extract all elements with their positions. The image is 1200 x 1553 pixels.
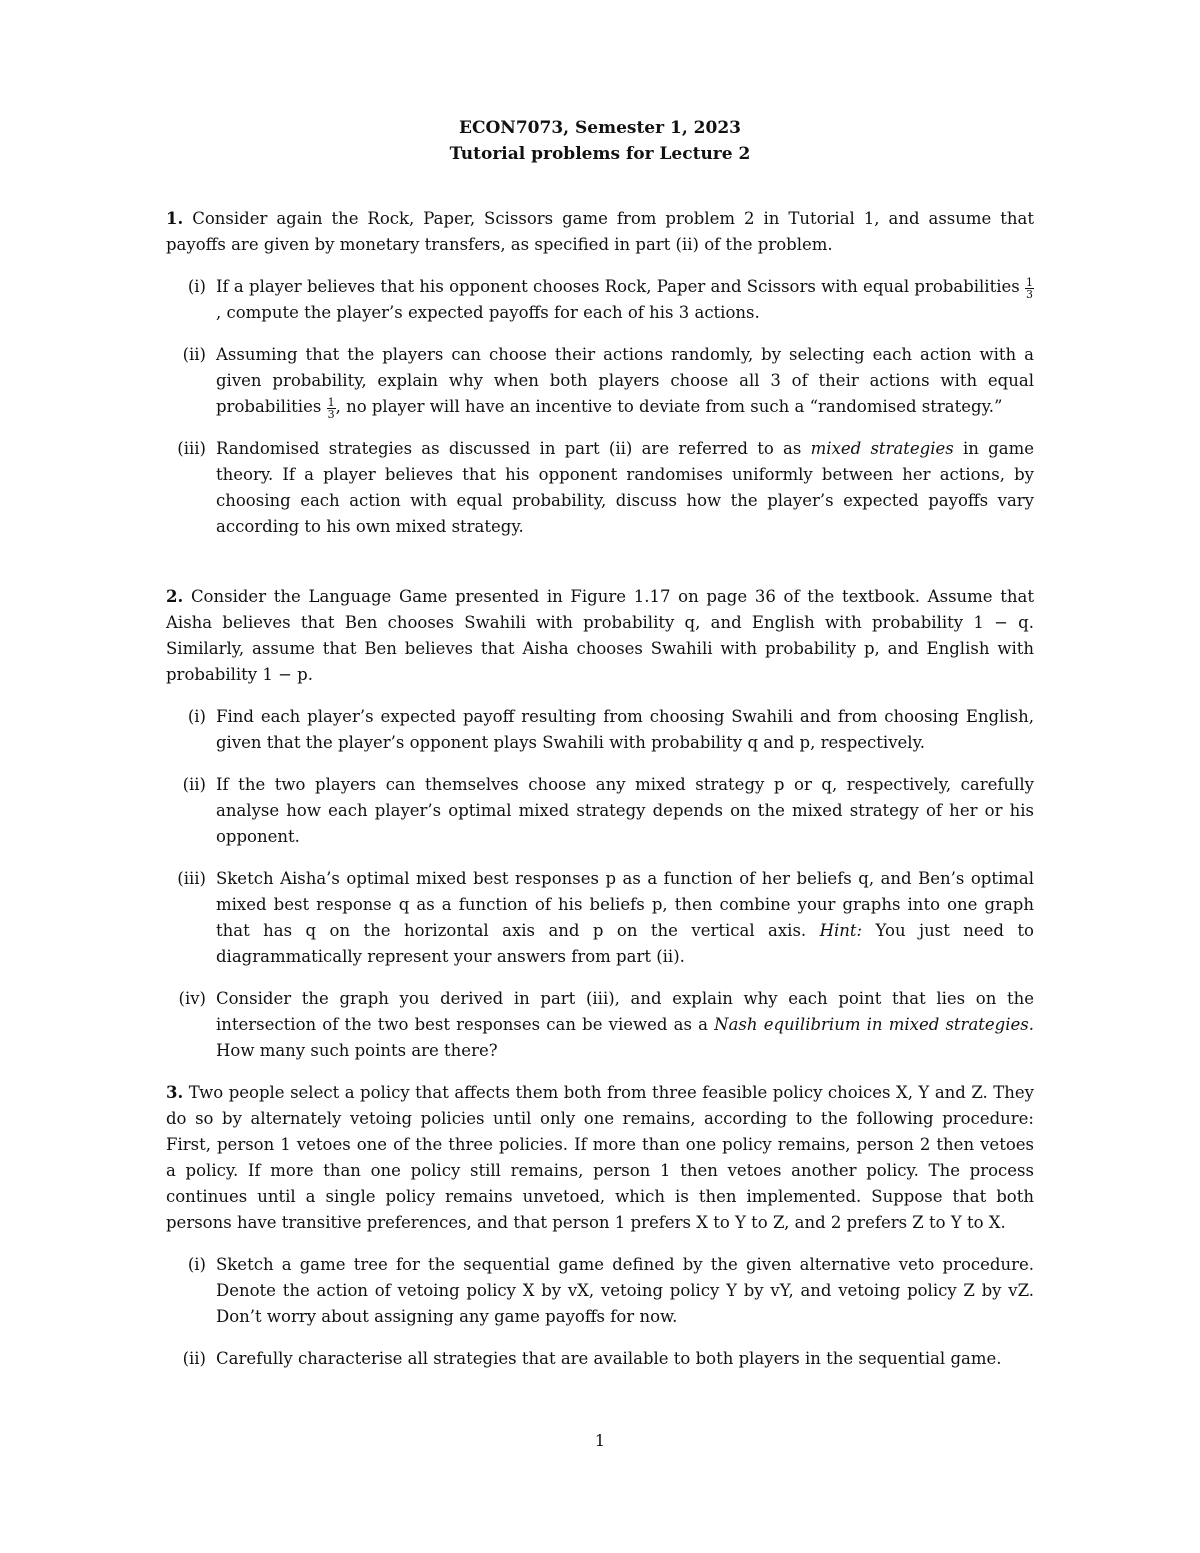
part-label: (ii)	[182, 345, 206, 365]
problem-1-parts	[166, 274, 1034, 540]
part-text: Assuming that the players can choose their actions randomly, by selecting each action with a given probability, explain why when both players choose all 3 of their actions with equal probabilities	[216, 345, 1034, 417]
part-label: (i)	[187, 277, 206, 296]
problem-3	[166, 1080, 1034, 1372]
part-label: (iii)	[177, 869, 206, 888]
part-iv	[166, 986, 1034, 1064]
fraction-one-third: $\frac{1}{3}$	[1026, 276, 1033, 302]
problem-text: Consider again the Rock, Paper, Scissors game from problem 2 in Tutorial 1, and assume that payoffs are given by monetary transfers, as specified in part (ii) of the problem.	[166, 209, 1034, 254]
part-label: (iv)	[178, 989, 206, 1008]
part-text: Sketch Aisha’s optimal mixed best responses p as a function of her beliefs q, and Ben’s optimal mixed best response q as a function of his beliefs p, then combine your graphs into one graph that has q on the horizontal axis and p on the vertical axis.	[216, 869, 1034, 940]
part-text: Carefully characterise all strategies that are available to both players in the sequential game.	[216, 1349, 1002, 1368]
emphasis-text: mixed strategies	[810, 439, 954, 459]
part-iii	[166, 866, 1034, 970]
document-title: ECON7073, Semester 1, 2023	[459, 118, 741, 138]
part-label: (i)	[187, 1255, 206, 1274]
part-text: , no player will have an incentive to deviate from such a “randomised strategy.”	[335, 397, 1003, 417]
emphasis-text: Hint:	[819, 921, 863, 940]
part-text: If a player believes that his opponent chooses Rock, Paper and Scissors with equal probabilities	[216, 277, 1020, 296]
problem-number: 2.	[166, 587, 184, 606]
problem-text: Two people select a policy that affects them both from three feasible policy choices X, Y and Z. They do so by alternately vetoing policies until only one remains, according to the following procedure: First, person 1 vetoes one of the three policies. If more than one policy remains, person 2 then vetoes a policy. If more than one policy still remains, person 1 then vetoes another policy. The process continues until a single policy remains unvetoed, which is then implemented. Suppose that both persons have transitive preferences, and that person 1 prefers X to Y to Z, and 2 prefers Z to Y to X.	[166, 1083, 1034, 1232]
part-ii	[166, 772, 1034, 850]
part-text: How many such points are there?	[216, 1041, 498, 1060]
problem-3-intro	[166, 1080, 1034, 1236]
part-iii	[166, 436, 1034, 540]
problem-2-intro	[166, 584, 1034, 688]
part-ii	[166, 1346, 1034, 1372]
page-number: 1	[594, 1431, 606, 1450]
problem-1	[166, 206, 1034, 540]
part-text: Randomised strategies as discussed in part (ii) are referred to as	[216, 439, 802, 459]
problem-1-intro	[166, 206, 1034, 258]
part-label: (i)	[187, 707, 206, 726]
problem-number: 3.	[166, 1083, 184, 1102]
document-subtitle: Tutorial problems for Lecture 2	[449, 144, 751, 164]
part-text: If the two players can themselves choose any mixed strategy p or q, respectively, carefully analyse how each player’s optimal mixed strategy depends on the mixed strategy of her or his opponent.	[216, 775, 1034, 846]
part-i	[166, 274, 1034, 326]
part-text: Consider the graph you derived in part (iii), and explain why each point that lies on the intersection of the two best responses can be viewed as a	[216, 989, 1034, 1034]
part-text: Find each player’s expected payoff resulting from choosing Swahili and from choosing English, given that the player’s opponent plays Swahili with probability q and p, respectively.	[216, 707, 1034, 752]
part-text: , compute the player’s expected payoffs for each of his 3 actions.	[216, 303, 760, 323]
part-text: in game theory. If a player believes that his opponent randomises uniformly between her actions, by choosing each action with equal probability, discuss how the player’s expected payoffs vary according to his own mixed strategy.	[216, 439, 1034, 537]
part-i	[166, 1252, 1034, 1330]
fraction-one-third: $\frac{1}{3}$	[327, 396, 335, 422]
problem-text: Consider the Language Game presented in Figure 1.17 on page 36 of the textbook. Assume that Aisha believes that Ben chooses Swahili with probability q, and English with probability 1 − q. Similarly, assume that Ben believes that Aisha chooses Swahili with probability p, and English with probability 1 − p.	[166, 587, 1034, 684]
part-i	[166, 704, 1034, 756]
problem-2	[166, 584, 1034, 1064]
emphasis-text: Nash equilibrium in mixed strategies.	[714, 1015, 1034, 1034]
part-text: You just need to diagrammatically represent your answers from part (ii).	[216, 921, 1034, 966]
part-label: (ii)	[182, 1349, 206, 1368]
part-ii	[166, 342, 1034, 420]
part-label: (ii)	[182, 775, 206, 794]
problem-2-parts	[166, 704, 1034, 1064]
problem-number: 1.	[166, 209, 184, 228]
part-text: Sketch a game tree for the sequential game defined by the given alternative veto procedure. Denote the action of vetoing policy X by vX, vetoing policy Y by vY, and vetoing policy Z by vZ. Don’t worry about assigning any game payoffs for now.	[216, 1255, 1034, 1326]
part-label: (iii)	[177, 439, 206, 459]
problem-3-parts	[166, 1252, 1034, 1372]
